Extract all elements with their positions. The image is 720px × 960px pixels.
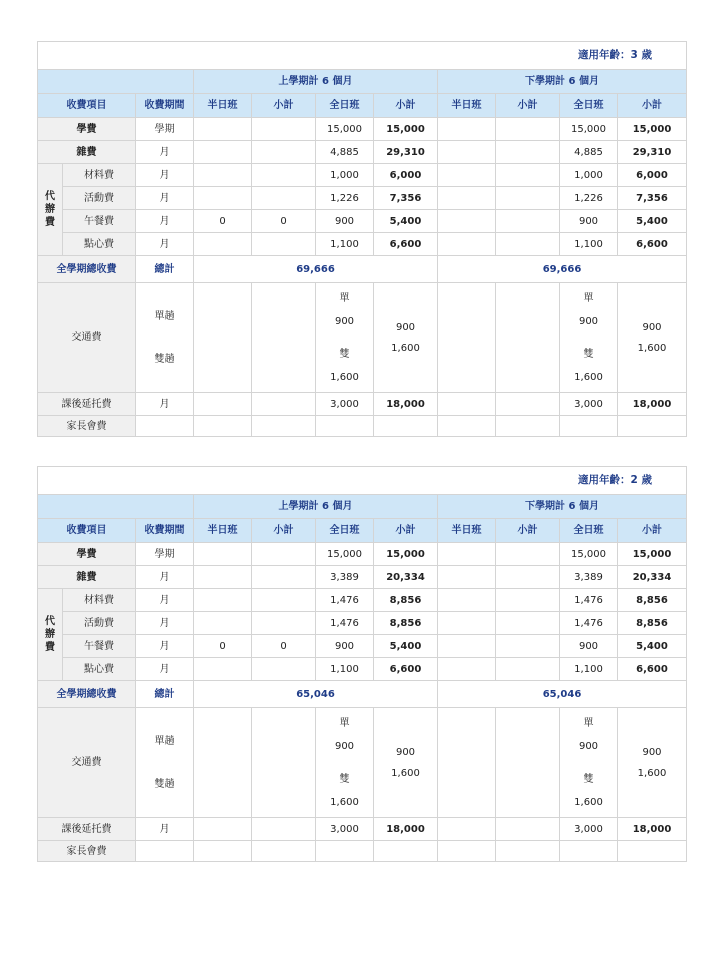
subtotal-cell: 6,600 [618,233,687,256]
transport-subtotal-t1: 900 1,600 [374,283,438,393]
empty-cell [496,393,560,416]
empty-cell [316,416,374,437]
table-row [38,118,687,141]
empty-cell [438,210,496,233]
empty-cell [496,416,560,437]
item-label: 學費 [38,543,136,566]
period-cell: 月 [136,658,194,681]
value-cell: 15,000 [560,543,618,566]
value-cell: 0 [252,635,316,658]
second-term-total: 65,046 [438,681,687,708]
subtotal-cell: 15,000 [618,118,687,141]
empty-cell [438,566,496,589]
first-term-header: 上學期計 6 個月 [194,70,438,94]
value-cell: 3,000 [560,393,618,416]
one-way-label: 單趟 [154,310,175,322]
subtotal-cell: 15,000 [374,118,438,141]
empty-cell [438,612,496,635]
subtotal-cell: 8,856 [374,589,438,612]
empty-cell [438,589,496,612]
table-row [38,164,687,187]
transport-values-t1: 單 900 雙 1,600 [316,708,374,818]
period-cell: 月 [136,612,194,635]
second-term-header: 下學期計 6 個月 [438,70,687,94]
value-cell [194,589,252,612]
empty-cell [496,612,560,635]
subtotal-cell: 18,000 [374,818,438,841]
value-cell [252,187,316,210]
empty-cell [496,543,560,566]
table-row [38,233,687,256]
item-label: 點心費 [63,233,136,256]
empty-cell [252,543,316,566]
table-row [38,589,687,612]
term-spacer [38,70,194,94]
empty-cell [438,164,496,187]
value-cell: 3,000 [560,818,618,841]
header-t2-half: 半日班 [438,94,496,118]
transport-row [38,283,687,393]
table-row [38,543,687,566]
value-cell [252,612,316,635]
value-cell [194,187,252,210]
empty-cell [252,841,316,862]
empty-cell [194,708,252,818]
total-period: 總計 [136,256,194,283]
value-cell: 900 [560,635,618,658]
term-spacer [38,495,194,519]
value-cell: 3,000 [316,393,374,416]
transport-label: 交通費 [38,708,136,818]
age-label: 適用年齡：3 歲 [38,42,687,70]
table-row [38,658,687,681]
item-label: 課後延托費 [38,393,136,416]
subtotal-cell: 5,400 [618,210,687,233]
item-label: 午餐費 [63,210,136,233]
subtotal-cell: 6,000 [374,164,438,187]
transport-row [38,708,687,818]
item-label: 雜費 [38,141,136,164]
round-trip-label: 雙趟 [154,778,175,790]
empty-cell [496,635,560,658]
subtotal-cell: 6,600 [618,658,687,681]
empty-cell [496,658,560,681]
value-cell: 1,476 [316,589,374,612]
item-label: 午餐費 [63,635,136,658]
empty-cell [252,708,316,818]
value-cell: 900 [316,210,374,233]
item-label: 點心費 [63,658,136,681]
value-cell: 15,000 [316,543,374,566]
header-t1-full: 全日班 [316,519,374,543]
empty-cell [374,841,438,862]
value-cell: 1,100 [316,658,374,681]
subtotal-cell: 8,856 [618,612,687,635]
second-term-total: 69,666 [438,256,687,283]
empty-cell [438,543,496,566]
empty-cell [194,543,252,566]
table-row [38,416,687,437]
header-t2-full: 全日班 [560,94,618,118]
period-cell: 月 [136,589,194,612]
subtotal-cell: 5,400 [374,210,438,233]
first-term-total: 65,046 [194,681,438,708]
period-cell: 月 [136,141,194,164]
value-cell: 900 [560,210,618,233]
empty-cell [496,841,560,862]
total-label: 全學期總收費 [38,681,136,708]
total-label: 全學期總收費 [38,256,136,283]
transport-values-t2: 單 900 雙 1,600 [560,283,618,393]
header-period: 收費期間 [136,94,194,118]
total-period: 總計 [136,681,194,708]
table-row [38,210,687,233]
subtotal-cell: 20,334 [618,566,687,589]
table-row [38,612,687,635]
value-cell: 1,100 [560,233,618,256]
transport-label: 交通費 [38,283,136,393]
value-cell [252,164,316,187]
empty-cell [438,635,496,658]
empty-cell [438,708,496,818]
item-label: 材料費 [63,589,136,612]
empty-cell [438,818,496,841]
header-t1-half: 半日班 [194,519,252,543]
round-trip-label: 雙趟 [154,353,175,365]
table-row [38,393,687,416]
value-cell: 3,389 [560,566,618,589]
item-label: 活動費 [63,187,136,210]
empty-cell [438,118,496,141]
value-cell: 1,100 [316,233,374,256]
subtotal-cell: 5,400 [374,635,438,658]
period-cell: 月 [136,210,194,233]
value-cell: 1,226 [316,187,374,210]
value-cell: 15,000 [560,118,618,141]
empty-cell [438,393,496,416]
table-row [38,141,687,164]
empty-cell [560,841,618,862]
empty-cell [496,187,560,210]
empty-cell [618,841,687,862]
header-t2-full-sub: 小計 [618,94,687,118]
empty-cell [136,416,194,437]
value-cell: 4,885 [316,141,374,164]
age-label: 適用年齡：2 歲 [38,467,687,495]
empty-cell [496,210,560,233]
one-way-label: 單趟 [154,735,175,747]
empty-cell [496,141,560,164]
value-cell: 0 [194,210,252,233]
item-label: 課後延托費 [38,818,136,841]
subtotal-cell: 29,310 [618,141,687,164]
value-cell: 1,476 [316,612,374,635]
fee-table [37,41,687,437]
transport-subtotal-t1: 900 1,600 [374,708,438,818]
value-cell: 1,000 [560,164,618,187]
empty-cell [438,841,496,862]
empty-cell [496,708,560,818]
value-cell: 1,100 [560,658,618,681]
table-row [38,635,687,658]
subtotal-cell: 6,000 [618,164,687,187]
transport-periods [136,708,194,818]
header-t2-half: 半日班 [438,519,496,543]
empty-cell [194,841,252,862]
empty-cell [560,416,618,437]
value-cell: 1,476 [560,589,618,612]
value-cell [194,233,252,256]
header-period: 收費期間 [136,519,194,543]
subtotal-cell: 18,000 [374,393,438,416]
subtotal-cell: 15,000 [374,543,438,566]
empty-cell [194,818,252,841]
empty-cell [438,233,496,256]
value-cell: 3,000 [316,818,374,841]
period-cell: 學期 [136,543,194,566]
subtotal-cell: 7,356 [374,187,438,210]
subtotal-cell: 18,000 [618,818,687,841]
empty-cell [136,841,194,862]
value-cell [194,612,252,635]
period-cell: 月 [136,233,194,256]
header-t2-half-sub: 小計 [496,94,560,118]
item-label: 活動費 [63,612,136,635]
subtotal-cell: 5,400 [618,635,687,658]
transport-values-t1: 單 900 雙 1,600 [316,283,374,393]
empty-cell [438,416,496,437]
empty-cell [496,589,560,612]
value-cell: 1,000 [316,164,374,187]
subtotal-cell: 7,356 [618,187,687,210]
value-cell: 0 [252,210,316,233]
value-cell: 900 [316,635,374,658]
transport-periods [136,283,194,393]
value-cell [252,658,316,681]
first-term-total: 69,666 [194,256,438,283]
header-t1-full-sub: 小計 [374,519,438,543]
empty-cell [316,841,374,862]
value-cell: 1,226 [560,187,618,210]
empty-cell [252,283,316,393]
empty-cell [252,141,316,164]
table-row [38,566,687,589]
period-cell: 月 [136,164,194,187]
item-label: 學費 [38,118,136,141]
subtotal-cell: 20,334 [374,566,438,589]
transport-values-t2: 單 900 雙 1,600 [560,708,618,818]
value-cell: 4,885 [560,141,618,164]
empty-cell [252,566,316,589]
empty-cell [194,283,252,393]
value-cell [252,233,316,256]
empty-cell [438,658,496,681]
table-row [38,841,687,862]
subtotal-cell: 8,856 [618,589,687,612]
header-item: 收費項目 [38,519,136,543]
value-cell [194,164,252,187]
empty-cell [252,416,316,437]
value-cell: 1,476 [560,612,618,635]
empty-cell [496,283,560,393]
subtotal-cell: 18,000 [618,393,687,416]
transport-subtotal-t2: 900 1,600 [618,283,687,393]
subtotal-cell: 6,600 [374,658,438,681]
item-label: 雜費 [38,566,136,589]
item-label: 家長會費 [38,841,136,862]
header-t1-half-sub: 小計 [252,94,316,118]
empty-cell [194,566,252,589]
table-row [38,187,687,210]
header-t1-half-sub: 小計 [252,519,316,543]
period-cell: 月 [136,635,194,658]
empty-cell [496,233,560,256]
value-cell [194,658,252,681]
item-label: 家長會費 [38,416,136,437]
value-cell: 15,000 [316,118,374,141]
subtotal-cell: 29,310 [374,141,438,164]
period-cell: 月 [136,818,194,841]
value-cell: 0 [194,635,252,658]
first-term-header: 上學期計 6 個月 [194,495,438,519]
empty-cell [374,416,438,437]
empty-cell [252,118,316,141]
value-cell: 3,389 [316,566,374,589]
item-label: 材料費 [63,164,136,187]
header-t1-half: 半日班 [194,94,252,118]
empty-cell [194,141,252,164]
header-t1-full: 全日班 [316,94,374,118]
empty-cell [496,566,560,589]
empty-cell [438,141,496,164]
header-t2-half-sub: 小計 [496,519,560,543]
empty-cell [252,818,316,841]
header-t1-full-sub: 小計 [374,94,438,118]
empty-cell [194,118,252,141]
header-item: 收費項目 [38,94,136,118]
total-row [38,681,687,708]
empty-cell [618,416,687,437]
empty-cell [252,393,316,416]
value-cell [252,589,316,612]
transport-subtotal-t2: 900 1,600 [618,708,687,818]
agency-fee-label: 代 辦 費 [38,589,63,681]
period-cell: 月 [136,187,194,210]
agency-fee-label: 代 辦 費 [38,164,63,256]
fee-table [37,466,687,862]
table-row [38,818,687,841]
subtotal-cell: 6,600 [374,233,438,256]
empty-cell [496,818,560,841]
header-t2-full: 全日班 [560,519,618,543]
empty-cell [438,187,496,210]
period-cell: 學期 [136,118,194,141]
second-term-header: 下學期計 6 個月 [438,495,687,519]
subtotal-cell: 8,856 [374,612,438,635]
total-row [38,256,687,283]
empty-cell [438,283,496,393]
period-cell: 月 [136,566,194,589]
header-t2-full-sub: 小計 [618,519,687,543]
empty-cell [496,118,560,141]
empty-cell [496,164,560,187]
period-cell: 月 [136,393,194,416]
subtotal-cell: 15,000 [618,543,687,566]
empty-cell [194,393,252,416]
empty-cell [194,416,252,437]
